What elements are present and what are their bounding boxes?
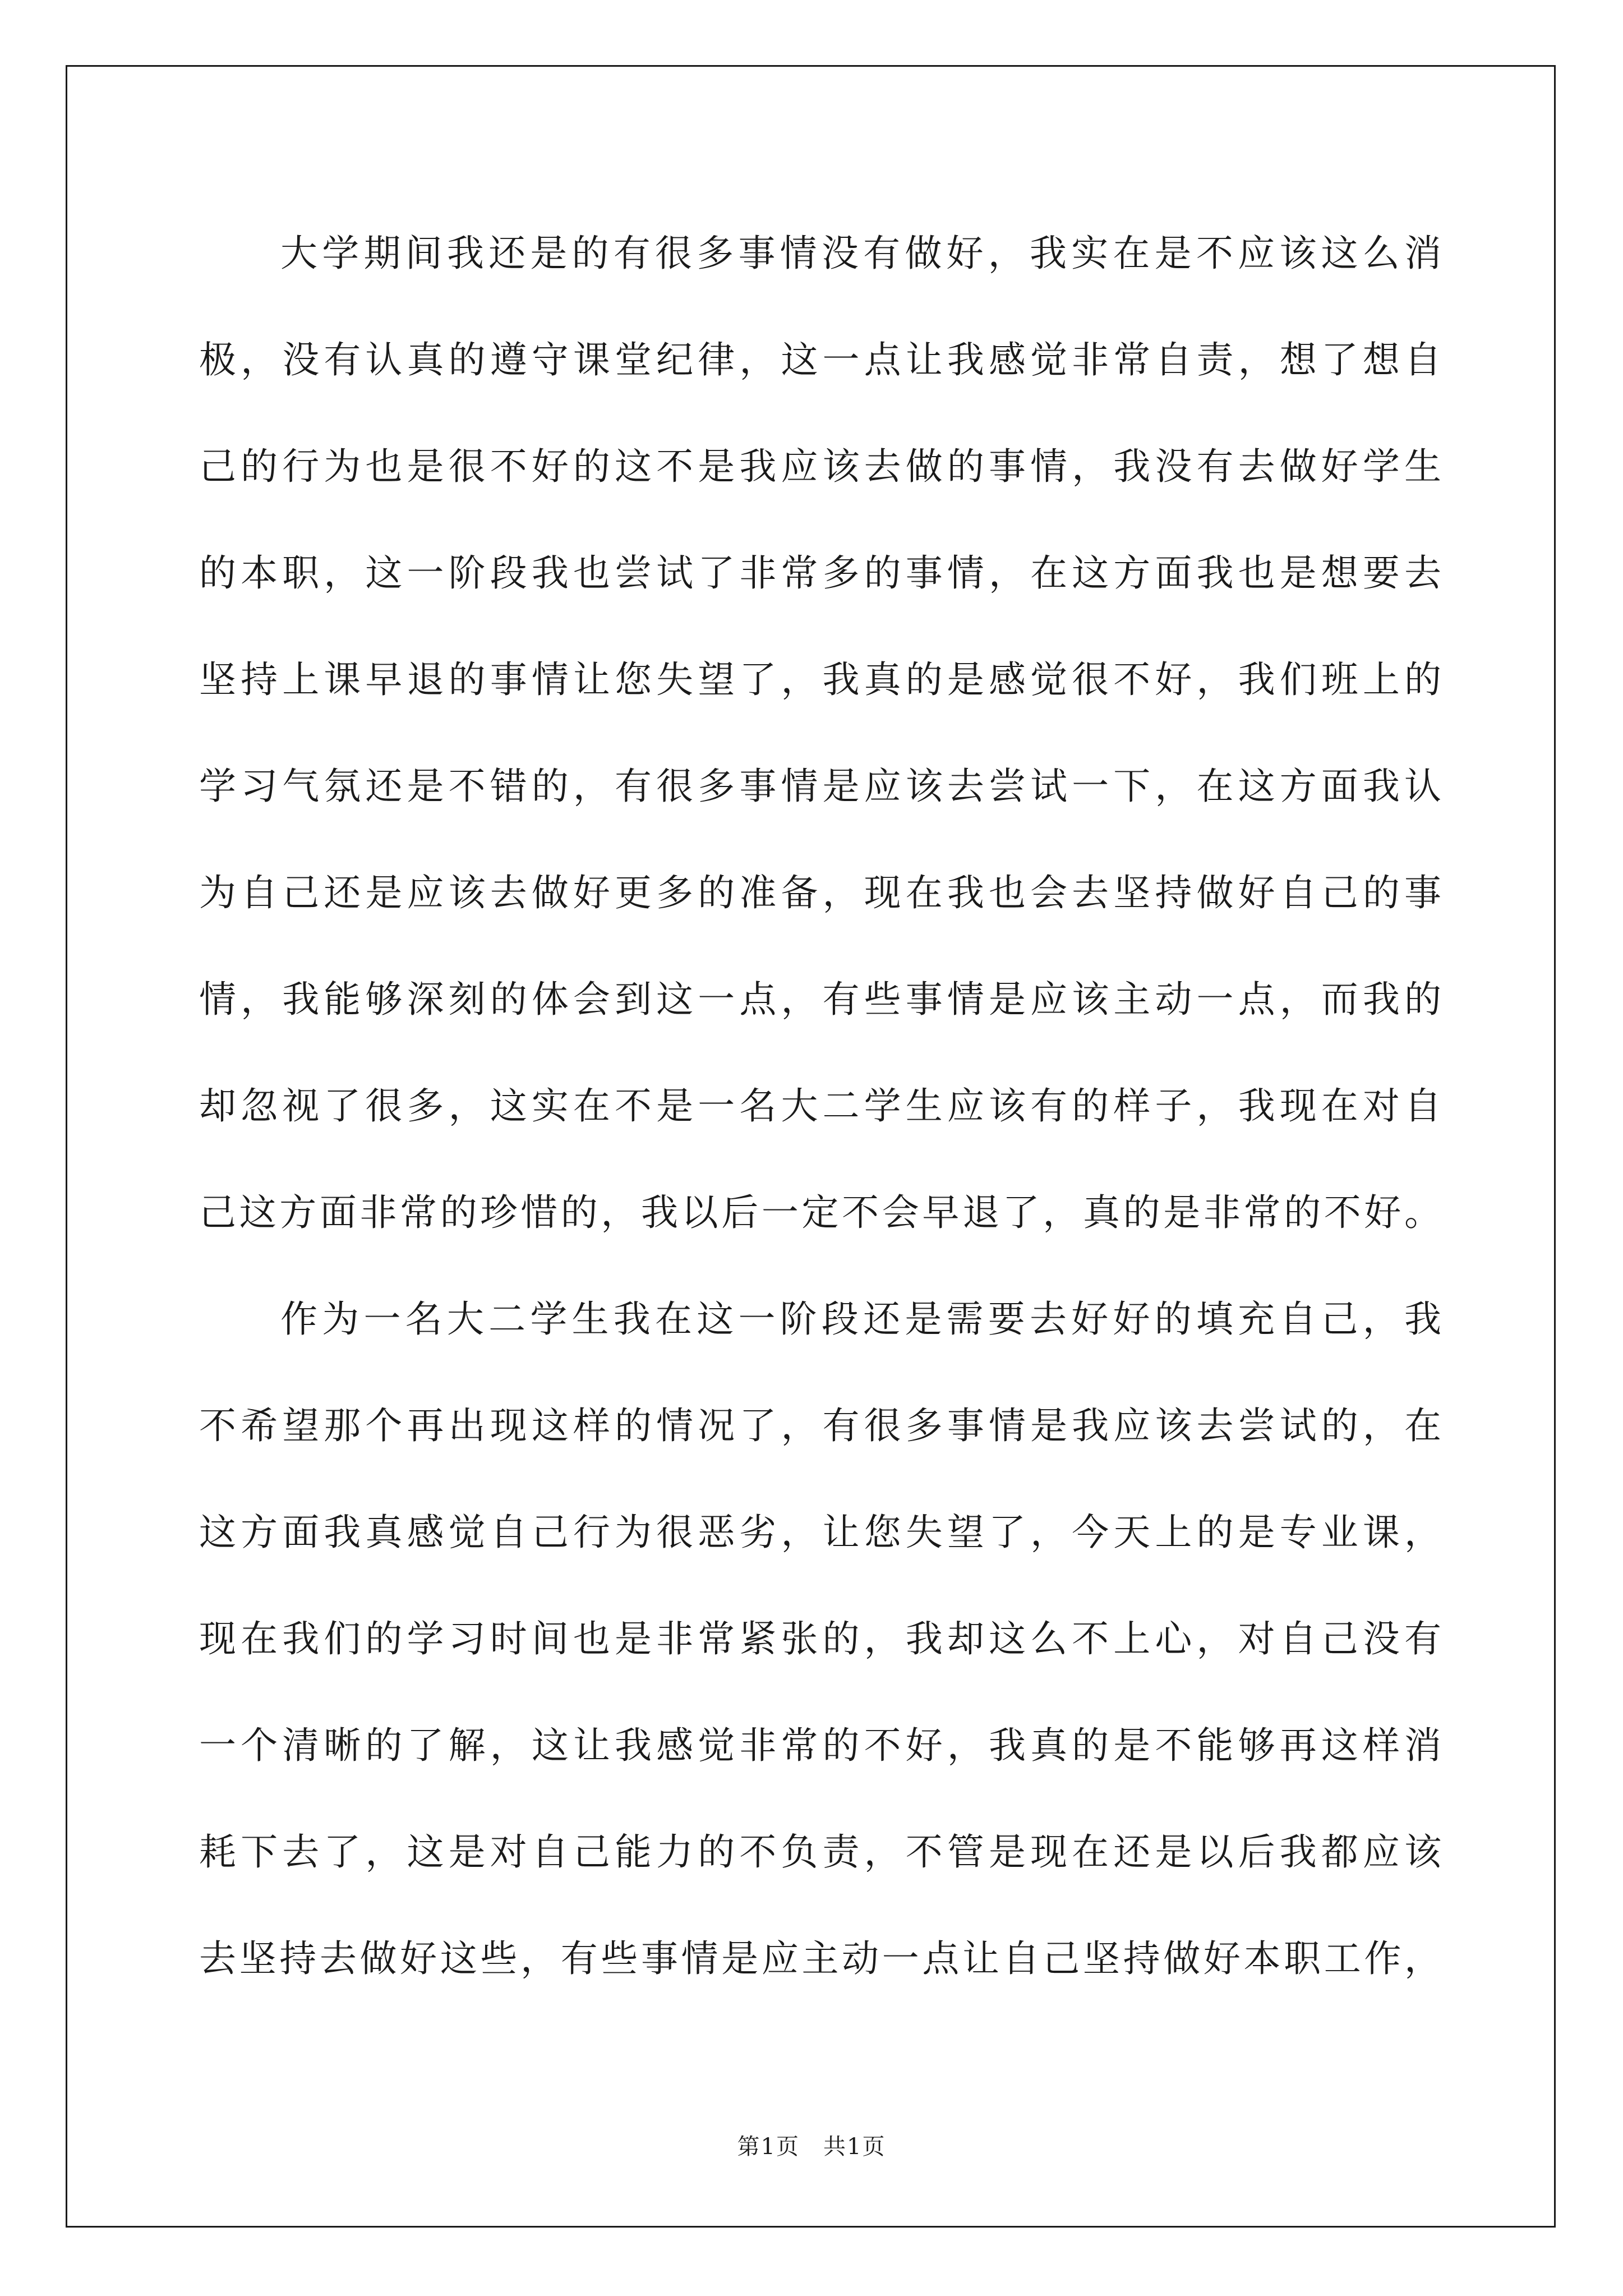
paragraph-1-line-4: 的本职，这一阶段我也尝试了非常多的事情，在这方面我也是想要去 <box>199 551 1441 595</box>
paragraph-1-line-1: 大学期间我还是的有很多事情没有做好，我实在是不应该这么消 <box>280 232 1441 275</box>
document-body <box>199 200 1441 2012</box>
page-number-footer: 第1页 共1页 <box>737 2134 886 2160</box>
paragraph-2-line-7: 去坚持去做好这些，有些事情是应主动一点让自己坚持做好本职工作， <box>199 1937 1441 1980</box>
paragraph-1-line-10: 己这方面非常的珍惜的，我以后一定不会早退了，真的是非常的不好。 <box>199 1191 1441 1234</box>
paragraph-2-line-6: 耗下去了，这是对自己能力的不负责，不管是现在还是以后我都应该 <box>199 1830 1441 1874</box>
paragraph-2-line-2: 不希望那个再出现这样的情况了，有很多事情是我应该去尝试的，在 <box>199 1404 1441 1447</box>
paragraph-2-line-3: 这方面我真感觉自己行为很恶劣，让您失望了，今天上的是专业课， <box>199 1511 1441 1554</box>
paragraph-2-line-1: 作为一名大二学生我在这一阶段还是需要去好好的填充自己，我 <box>280 1297 1441 1341</box>
paragraph-2-line-4: 现在我们的学习时间也是非常紧张的，我却这么不上心，对自己没有 <box>199 1617 1441 1660</box>
paragraph-1-line-6: 学习气氛还是不错的，有很多事情是应该去尝试一下，在这方面我认 <box>199 765 1441 808</box>
paragraph-2-line-5: 一个清晰的了解，这让我感觉非常的不好，我真的是不能够再这样消 <box>199 1724 1441 1767</box>
paragraph-1-line-5: 坚持上课早退的事情让您失望了，我真的是感觉很不好，我们班上的 <box>199 658 1441 701</box>
paragraph-1-line-8: 情，我能够深刻的体会到这一点，有些事情是应该主动一点，而我的 <box>199 978 1441 1021</box>
paragraph-1-line-2: 极，没有认真的遵守课堂纪律，这一点让我感觉非常自责，想了想自 <box>199 338 1441 381</box>
paragraph-1-line-9: 却忽视了很多，这实在不是一名大二学生应该有的样子，我现在对自 <box>199 1084 1441 1128</box>
paragraph-1-line-7: 为自己还是应该去做好更多的准备，现在我也会去坚持做好自己的事 <box>199 871 1441 914</box>
paragraph-1-line-3: 己的行为也是很不好的这不是我应该去做的事情，我没有去做好学生 <box>199 445 1441 488</box>
